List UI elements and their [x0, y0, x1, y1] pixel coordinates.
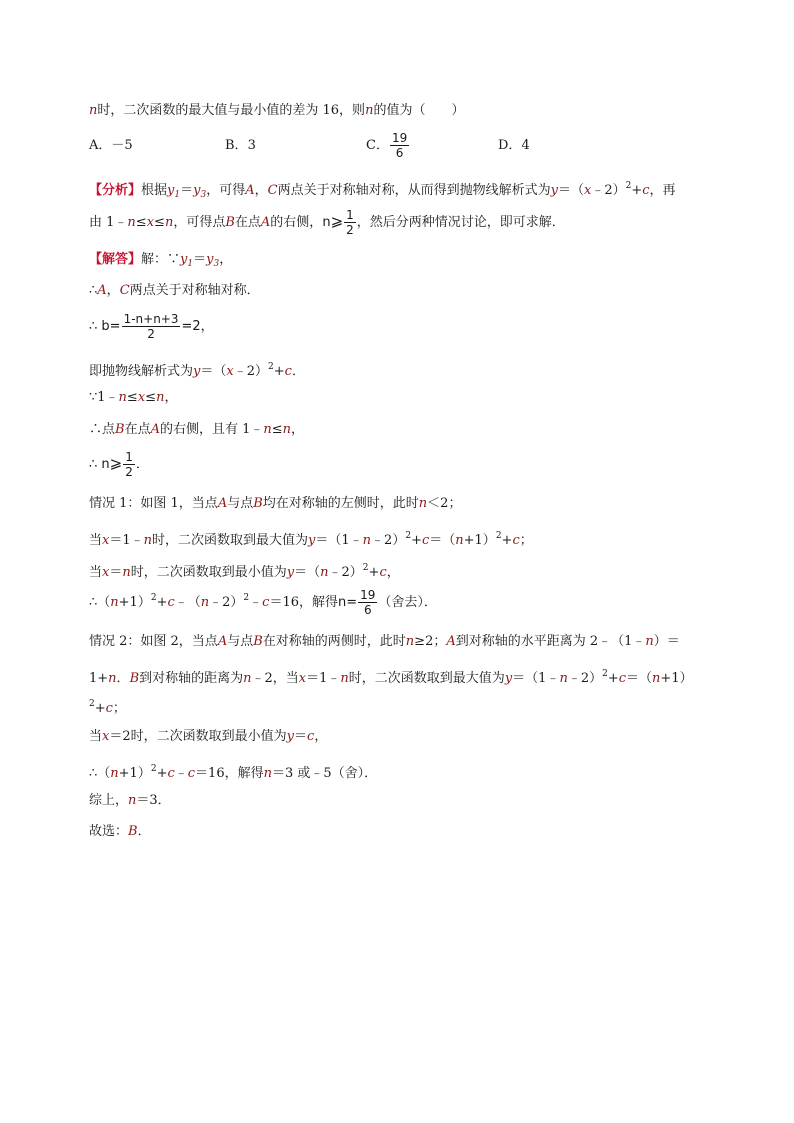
case2-line-4: 当x＝2时，二次函数取到最小值为y＝c， [89, 729, 328, 744]
case1-line-1: 情况 1：如图 1，当点A与点B均在对称轴的左侧时，此时n＜2； [89, 496, 462, 511]
case1-line-2: 当x＝1﹣n时，二次函数取到最大值为$y=(1﹣n﹣2)^2+c=(n+1)^2+c$； [89, 531, 533, 548]
option-d: D．4 [498, 138, 530, 153]
question-stem: n时，二次函数的最大值与最小值的差为 16，则n的值为（ ） [89, 103, 465, 118]
analysis-line-1: 【分析】根据$y_1=y_3$，可得A，C两点关于对称轴对称，从而得到抛物线解析式为y＝（x﹣2）$^2$+c，再 [89, 181, 676, 200]
summary-line: 综上，n＝3． [89, 793, 171, 808]
case2-line-3: $^2$+c； [89, 699, 126, 716]
case2-line-1: 情况 2：如图 2，当点A与点B在对称轴的两侧时，此时n≥2；A到对称轴的水平距离为 2﹣（1﹣n）＝ [89, 634, 680, 649]
case1-line-3: 当x＝n时，二次函数取到最小值为y＝（n﹣2）$^2$+c， [89, 563, 400, 580]
fraction-b: $\frac{1-n+n+3}{2}$ [123, 312, 179, 341]
solution-line-6: ∴点B在点A的右侧，且有 1﹣n≤n， [89, 422, 305, 437]
solution-line-4: 即抛物线解析式为y＝（x﹣2）$^2$+c． [89, 362, 305, 379]
option-c: C． $\frac{19}{6}$ [366, 131, 408, 160]
answer-line: 故选：B． [89, 824, 151, 839]
fraction-19-6: $\frac{19}{6}$ [391, 131, 408, 160]
solution-line-5: ∵1﹣n≤x≤n， [89, 390, 178, 405]
solution-line-3: ∴ b= $\frac{1-n+n+3}{2}$ =2， [89, 312, 214, 341]
solution-line-2: ∴A，C两点关于对称轴对称． [89, 283, 260, 298]
fraction-1-2-b: $\frac{1}{2}$ [125, 450, 133, 479]
case2-line-5: $\therefore(n+1)^2+c﹣c=16$，解得n＝3 或﹣5（舍）． [89, 764, 378, 781]
analysis-line-2: 由 1﹣n≤x≤n，可得点B在点A的右侧，n⩾ $\frac{1}{2}$ ，然后分两种情况讨论，即可求解． [89, 208, 565, 237]
case2-line-2: 1+n．B到对称轴的距离为n﹣2，当x＝1﹣n时，二次函数取到最大值为y＝（1﹣n﹣2）$^2$+c＝（n+1） [89, 669, 693, 686]
fraction-19-6-b: $\frac{19}{6}$ [360, 588, 376, 617]
option-b: B．3 [225, 138, 256, 153]
option-a: A．－5 [89, 138, 133, 153]
solution-line-1: 【解答】解：$\because y_1=y_3$， [89, 252, 233, 269]
fraction-1-2: $\frac{1}{2}$ [346, 208, 354, 237]
solution-line-7: ∴ n⩾ $\frac{1}{2}$ ． [89, 450, 149, 479]
case1-line-4: $\therefore(n+1)^2+c﹣(n﹣2)^2﹣c=16$，解得n= $\frac{19}{6}$ （舍去）． [89, 588, 437, 617]
